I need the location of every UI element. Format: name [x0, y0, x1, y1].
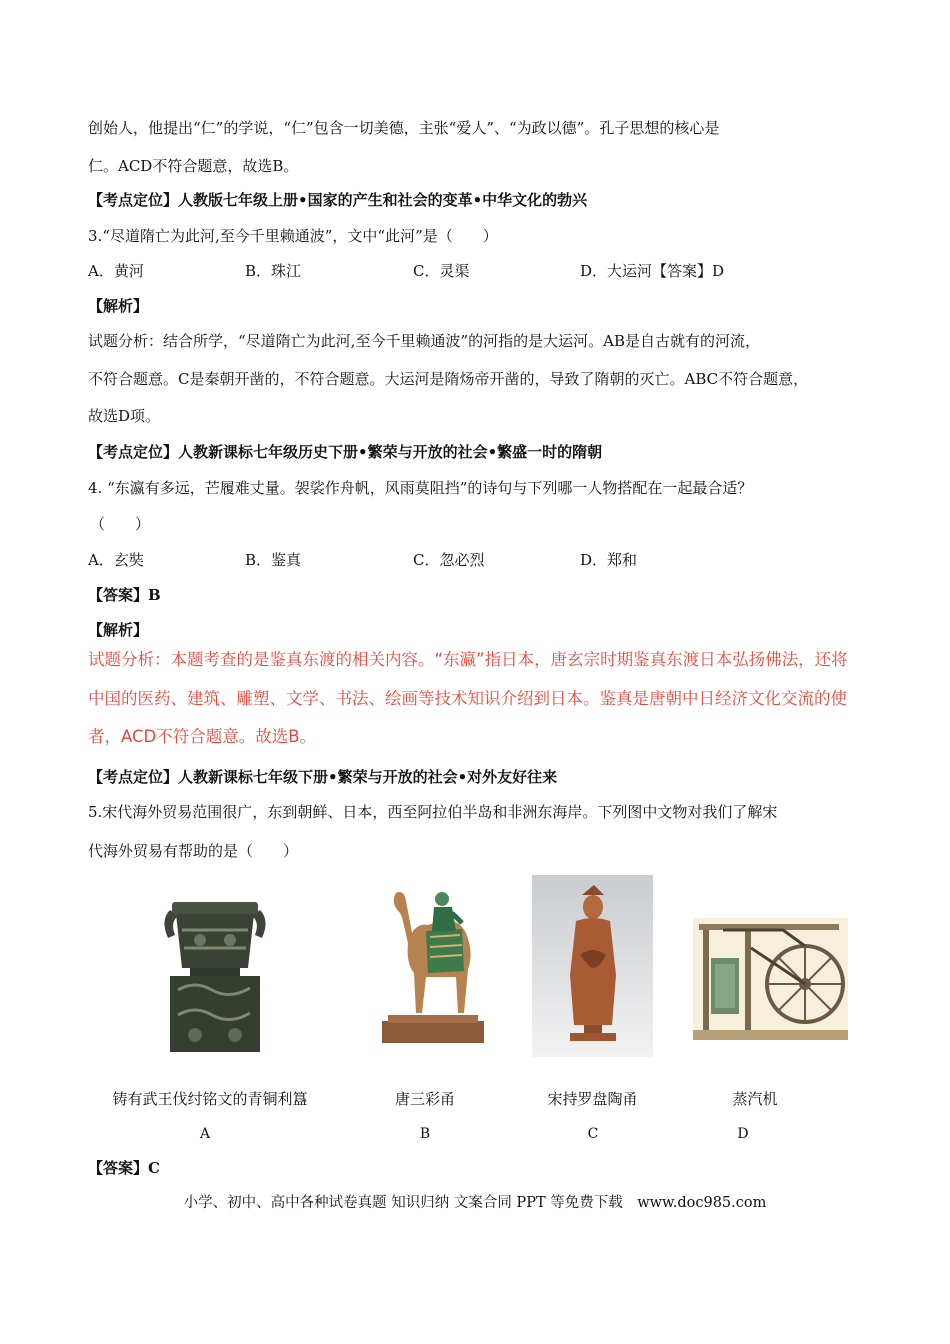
- q3-option-a: A．黄河: [88, 262, 144, 280]
- q4-option-b: B．鉴真: [245, 551, 302, 569]
- q3-analysis-1: 试题分析：结合所学，“尽道隋亡为此河,至今千里赖通波”的河指的是大运河。AB是自古就有的河流，: [88, 332, 760, 350]
- q3-jiexi-label: 【解析】: [88, 297, 149, 315]
- q4-analysis-red-2: 中国的医药、建筑、雕塑、文学、书法、绘画等技术知识介绍到日本。鉴真是唐朝中日经济文化交流的使: [88, 689, 847, 708]
- q4-analysis-red-1: 试题分析：本题考查的是鉴真东渡的相关内容。“东瀛”指日本，唐玄宗时期鉴真东渡日本弘扬佛法，还将: [88, 650, 848, 669]
- figure-a-letter: A: [199, 1126, 211, 1142]
- q4-jiexi-label: 【解析】: [88, 621, 149, 639]
- q3-option-d-answer: D．大运河【答案】D: [580, 262, 725, 280]
- q3-analysis-2: 不符合题意。C是秦朝开凿的，不符合题意。大运河是隋炀帝开凿的，导致了隋朝的灭亡。ABC不符合题意，: [88, 370, 809, 388]
- figure-b-caption: 唐三彩甬: [394, 1090, 455, 1108]
- q4-paren: （ ）: [90, 515, 151, 533]
- bronze-gui-vessel-icon: [150, 890, 280, 1055]
- q4-answer: 【答案】B: [88, 586, 161, 604]
- q4-stem: 4. “东瀛有多远，芒履难丈量。袈裟作舟帆，风雨莫阻挡”的诗句与下列哪一人物搭配在一起最合适？: [88, 479, 753, 497]
- figure-c-caption: 宋持罗盘陶甬: [547, 1090, 638, 1108]
- q5-stem-1: 5.宋代海外贸易范围很广，东到朝鲜、日本，西至阿拉伯半岛和非洲东海岸。下列图中文物对我们了解宋: [88, 803, 778, 821]
- q5-stem-2: 代海外贸易有帮助的是（ ）: [88, 842, 299, 860]
- intro-line-1: 创始人，他提出“仁”的学说，“仁”包含一切美德，主张“爱人”、“为政以德”。孔子思想的核心是: [88, 119, 720, 137]
- kaodian-1: 【考点定位】人教版七年级上册•国家的产生和社会的变革•中华文化的勃兴: [88, 191, 588, 209]
- figure-a-caption: 铸有武王伐纣铭文的青铜利簋: [112, 1090, 308, 1108]
- figure-b-letter: B: [419, 1126, 431, 1142]
- steam-engine-icon: [693, 918, 848, 1040]
- figure-d-letter: D: [737, 1126, 749, 1142]
- q3-option-b: B．珠江: [245, 262, 302, 280]
- q5-answer: 【答案】C: [88, 1159, 160, 1177]
- q3-option-c: C．灵渠: [413, 262, 470, 280]
- page-footer: 小学、初中、高中各种试卷真题 知识归纳 文案合同 PPT 等免费下载 www.doc985.com: [183, 1195, 767, 1211]
- q3-analysis-3: 故选D项。: [88, 407, 161, 425]
- q4-option-a: A．玄奘: [88, 551, 144, 569]
- q4-analysis-red-3: 者，ACD不符合题意。故选B。: [88, 727, 317, 746]
- song-compass-figurine-icon: [532, 875, 653, 1057]
- tang-sancai-camel-icon: [378, 873, 488, 1048]
- kaodian-3: 【考点定位】人教新课标七年级历史下册•繁荣与开放的社会•繁盛一时的隋朝: [88, 443, 603, 461]
- q4-option-c: C．忽必烈: [413, 551, 485, 569]
- figure-d-caption: 蒸汽机: [732, 1090, 778, 1108]
- intro-line-2: 仁。ACD不符合题意，故选B。: [88, 157, 299, 175]
- kaodian-4: 【考点定位】人教新课标七年级下册•繁荣与开放的社会•对外友好往来: [88, 768, 558, 786]
- q3-stem: 3.“尽道隋亡为此河,至今千里赖通波”，文中“此河”是（ ）: [88, 227, 498, 245]
- figure-c-letter: C: [587, 1126, 599, 1142]
- q4-option-d: D．郑和: [580, 551, 638, 569]
